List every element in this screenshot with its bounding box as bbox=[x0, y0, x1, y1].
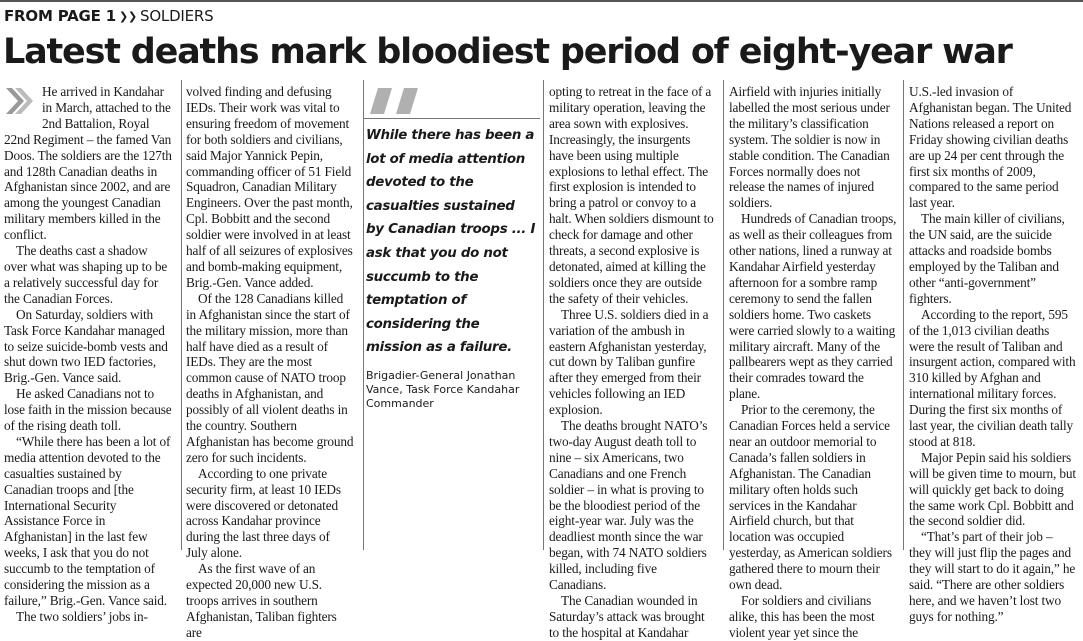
article-paragraph: The main killer of civilians, the UN said, are the suicide attacks and roadside bombs employed by the Taliban and other “anti-government” fighters. bbox=[909, 211, 1065, 306]
quotation-mark-icon bbox=[366, 84, 436, 116]
article-column-3 bbox=[549, 84, 717, 640]
column-divider bbox=[723, 80, 724, 550]
article-paragraph: “While there has been a lot of media attention devoted to the casualties sustained by Canadian troops and [the International Security Assistance Force in Afghanistan] in the last few weeks, I ask that you do not succumb to the temptation of considering the mission as a failure,” Brig.-Gen. Vance said. bbox=[4, 433, 171, 608]
article-paragraph: Of the 128 Canadians killed in Afghanistan since the start of the military mission, more than half have died as a result of IEDs. They are the most common cause of NATO troop deaths in Afghanistan, and possibly of all violent deaths in the country. Southern Afghanistan has become ground zero for such incidents. bbox=[186, 290, 354, 465]
section-name: SOLDIERS bbox=[140, 7, 214, 25]
article-paragraph: For soldiers and civilians alike, this has been the most violent year yet since the bbox=[729, 593, 875, 640]
article-paragraph: “That’s part of their job – they will just flip the pages and they will start to do it again,” he said. “There are other soldiers here, and we haven’t lost two guys for nothing.” bbox=[909, 529, 1076, 624]
section-header bbox=[0, 0, 1083, 30]
article-paragraph: volved finding and defusing IEDs. Their work was vital to ensuring freedom of movement for both soldiers and civilians, said Major Yannick Pepin, commanding officer of 51 Field Squadron, Canadian Military Engineers. Over the past month, Cpl. Bobbitt and the second soldier were involved in at least half of all seizures of explosives and bomb-making equipment, Brig.-Gen. Vance added. bbox=[186, 84, 353, 290]
double-chevron-right-icon: ❯❯ bbox=[118, 9, 137, 23]
article-column-4 bbox=[729, 84, 897, 640]
article-paragraph: According to the report, 595 of the 1,013 civilian deaths were the result of Taliban and insurgent action, compared with 310 killed by Afghan and international military forces. During the first six months of last year, the civilian death tally stood at 818. bbox=[909, 306, 1076, 449]
article-column-1 bbox=[4, 84, 172, 624]
article-paragraph: According to one private security firm, at least 10 IEDs were discovered or detonated across Kandahar province during the last three days of July alone. bbox=[186, 465, 341, 561]
pull-quote-divider bbox=[364, 118, 540, 119]
pull-quote-text: While there has been a lot of media attention devoted to the casualties sustained by Canadian troops ... I ask that you do not succumb to the temptation of considering the mission as a failure. bbox=[366, 128, 536, 356]
article-paragraph: On Saturday, soldiers with Task Force Kandahar managed to seize suicide-bomb vests and shut down two IED factories, Brig.-Gen. Vance said. bbox=[4, 306, 168, 386]
article-paragraph: The Canadian wounded in Saturday’s attack was brought to the hospital at Kandahar bbox=[549, 593, 705, 640]
pull-quote-attribution: Brigadier-General Jonathan Vance, Task Force Kandahar Commander bbox=[366, 369, 520, 410]
article-paragraph: Prior to the ceremony, the Canadian Forces held a service near an outdoor memorial to Canada’s fallen soldiers in Afghanistan. The Canadian military often holds such services in the Kandahar Airfield church, but that location was occupied yesterday, as American soldiers gathered there to mourn their own dead. bbox=[729, 402, 892, 593]
article-paragraph: The deaths brought NATO’s two-day August death toll to nine – six Americans, two Canadians and one French soldier – in what is proving to be the bloodiest period of the eight-year war. July was the deadliest month since the war began, with 74 NATO soldiers killed, including five Canadians. bbox=[549, 418, 708, 593]
article-paragraph: opting to retreat in the face of a military operation, leaving the area sown with explosives. Increasingly, the insurgents have been using multiple explosions to lethal effect. The first explosion is intended to bring a patrol or convoy to a halt. When soldiers dismount to check for damage and other threats, a second explosive is detonated, aimed at killing the soldiers once they are outside the safety of their vehicles. bbox=[549, 84, 714, 306]
article-paragraph: The two soldiers’ jobs in- bbox=[16, 608, 148, 624]
section-label: FROM PAGE 1 bbox=[4, 7, 116, 25]
column-divider bbox=[181, 80, 182, 550]
pull-quote bbox=[364, 84, 540, 410]
headline: Latest deaths mark bloodiest period of eight-year war bbox=[3, 32, 1012, 72]
article-paragraph: As the first wave of an expected 20,000 new U.S. troops arrives in southern Afghanistan, Taliban fighters are bbox=[186, 561, 337, 640]
article-paragraph: Hundreds of Canadian troops, as well as their colleagues from other nations, lined a runway at Kandahar Airfield yesterday afternoon for a sombre ramp ceremony to send the fallen soldiers home. Two caskets were carried slowly to a waiting military aircraft. Many of the pallbearers wept as they carried their comrades toward the plane. bbox=[729, 211, 897, 402]
column-divider bbox=[543, 80, 544, 550]
double-chevron-right-icon bbox=[4, 86, 34, 116]
article-column-2 bbox=[186, 84, 354, 640]
article-paragraph: He asked Canadians not to lose faith in the mission because of the rising death toll. bbox=[4, 386, 172, 434]
article-paragraph: U.S.-led invasion of Afghanistan began. The United Nations released a report on Friday showing civilian deaths are up 24 per cent through the first six months of 2009, compared to the same period last year. bbox=[909, 84, 1072, 211]
column-divider bbox=[903, 80, 904, 550]
article-paragraph: Three U.S. soldiers died in a variation of the ambush in eastern Afghanistan yesterday, cut down by Taliban gunfire after they emerged from their vehicles following an IED explosion. bbox=[549, 306, 709, 418]
article-paragraph: The deaths cast a shadow over what was shaping up to be a relatively successful day for the Canadian Forces. bbox=[4, 243, 168, 306]
article-paragraph: Major Pepin said his soldiers will be given time to mourn, but will quickly get back to doing the same work Cpl. Bobbitt and the second soldier did. bbox=[909, 449, 1076, 529]
article-column-5 bbox=[909, 84, 1077, 624]
article-paragraph: He arrived in Kandahar in March, attached to the 2nd Battalion, Royal 22nd Regiment – the famed Van Doos. The soldiers are the 127th and 128th Canadian deaths in Afghanistan since 2002, and are among the youngest Canadian military members killed in the conflict. bbox=[4, 84, 172, 243]
article-paragraph: Airfield with injuries initially labelled the most serious under the military’s classification system. The soldier is now in stable condition. The Canadian Forces normally does not release the names of injured soldiers. bbox=[729, 84, 890, 211]
